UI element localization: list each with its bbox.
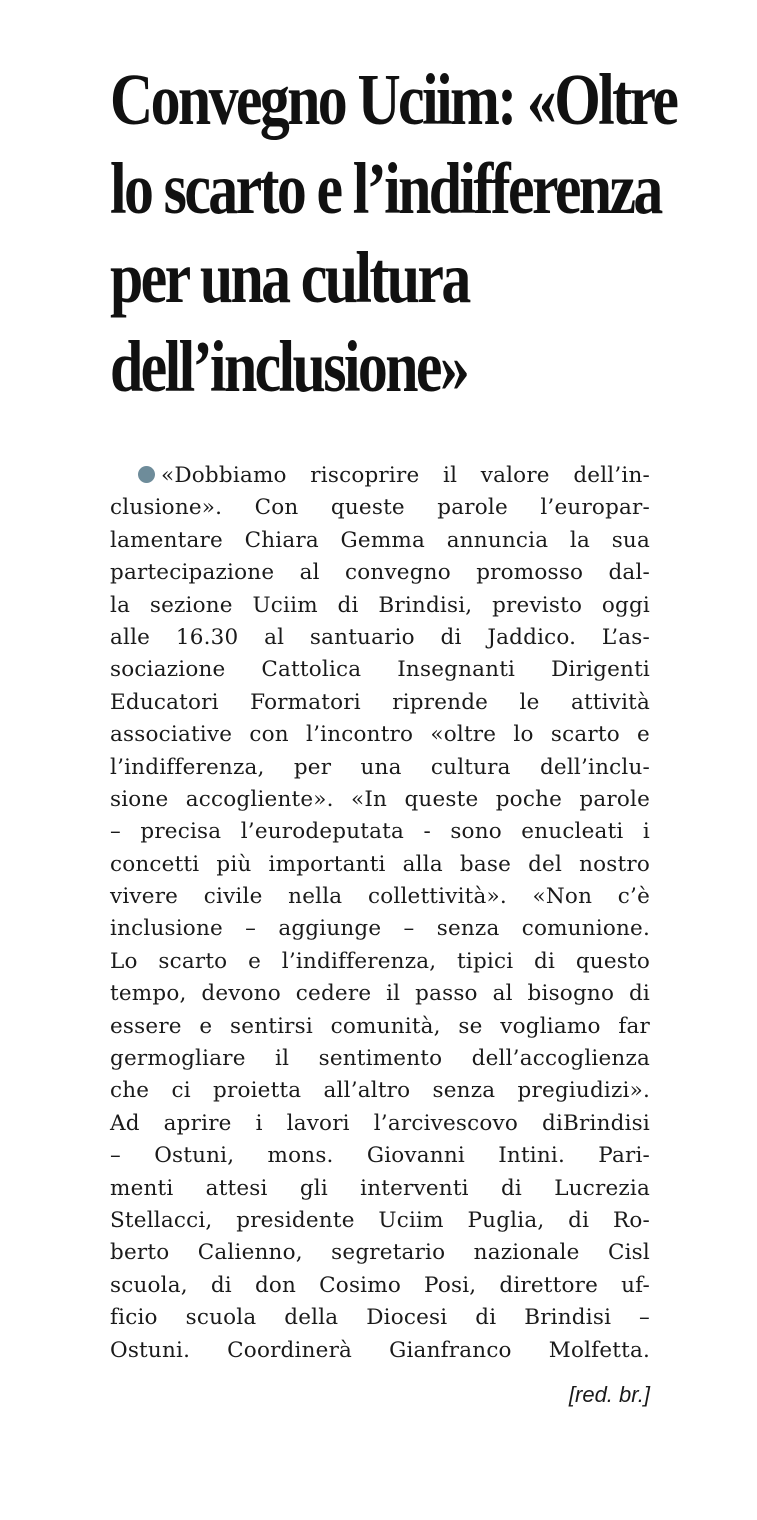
- article-line: partecipazione al convegno promosso dal-: [110, 560, 650, 586]
- article-line: Stellacci, presidente Uciim Puglia, di Ro-: [110, 1207, 650, 1233]
- article-line: Ad aprire i lavori l’arcivescovo diBrindisi: [110, 1110, 650, 1136]
- article-line: germogliare il sentimento dell’accoglienza: [110, 1046, 650, 1072]
- article-line: vivere civile nella collettività». «Non c’è: [110, 884, 650, 910]
- article-line: associative con l’incontro «oltre lo scarto e: [110, 722, 650, 748]
- headline-line: per una cultura: [110, 237, 469, 318]
- headline-line: Convegno Uciim: «Oltre: [110, 59, 677, 140]
- article-line: sociazione Cattolica Insegnanti Dirigenti: [110, 657, 650, 683]
- article-line: menti attesi gli interventi di Lucrezia: [110, 1175, 650, 1201]
- article-line: inclusione – aggiunge – senza comunione.: [110, 916, 650, 942]
- article-line: che ci proietta all’altro senza pregiudizi».: [110, 1078, 650, 1104]
- article-headline: [110, 55, 677, 411]
- article-line: lamentare Chiara Gemma annuncia la sua: [110, 527, 650, 553]
- article-line: alle 16.30 al santuario di Jaddico. L’as-: [110, 624, 650, 650]
- article-line: l’indifferenza, per una cultura dell’inclu-: [110, 754, 650, 780]
- article-line: la sezione Uciim di Brindisi, previsto oggi: [110, 592, 650, 618]
- article-line: concetti più importanti alla base del nostro: [110, 851, 650, 877]
- headline-line: lo scarto e l’indifferenza: [110, 148, 661, 229]
- author-signature: [red. br.]: [568, 1382, 650, 1407]
- headline-line: dell’inclusione»: [110, 326, 468, 407]
- article-line: clusione». Con queste parole l’europar-: [110, 495, 650, 521]
- article-line: tempo, devono cedere il passo al bisogno di: [110, 981, 650, 1007]
- article-line-text: «Dobbiamo riscoprire il valore dell’in-: [161, 463, 650, 488]
- article-body: [110, 460, 650, 1367]
- article-line: scuola, di don Cosimo Posi, direttore uf-: [110, 1272, 650, 1298]
- bullet-dot-icon: [138, 466, 155, 483]
- article-line: essere e sentirsi comunità, se vogliamo far: [110, 1013, 650, 1039]
- article-line: – Ostuni, mons. Giovanni Intini. Pari-: [110, 1143, 650, 1169]
- article-line: Ostuni. Coordinerà Gianfranco Molfetta.: [110, 1337, 650, 1363]
- article-line: Lo scarto e l’indifferenza, tipici di questo: [110, 948, 650, 974]
- article-line: [110, 460, 650, 492]
- article-line: berto Calienno, segretario nazionale Cisl: [110, 1240, 650, 1266]
- article-line: Educatori Formatori riprende le attività: [110, 689, 650, 715]
- article-line: ficio scuola della Diocesi di Brindisi –: [110, 1305, 650, 1331]
- previous-article-cut-off-text: [110, 0, 757, 8]
- article-line: sione accogliente». «In queste poche parole: [110, 786, 650, 812]
- article-line: – precisa l’eurodeputata - sono enucleati i: [110, 819, 650, 845]
